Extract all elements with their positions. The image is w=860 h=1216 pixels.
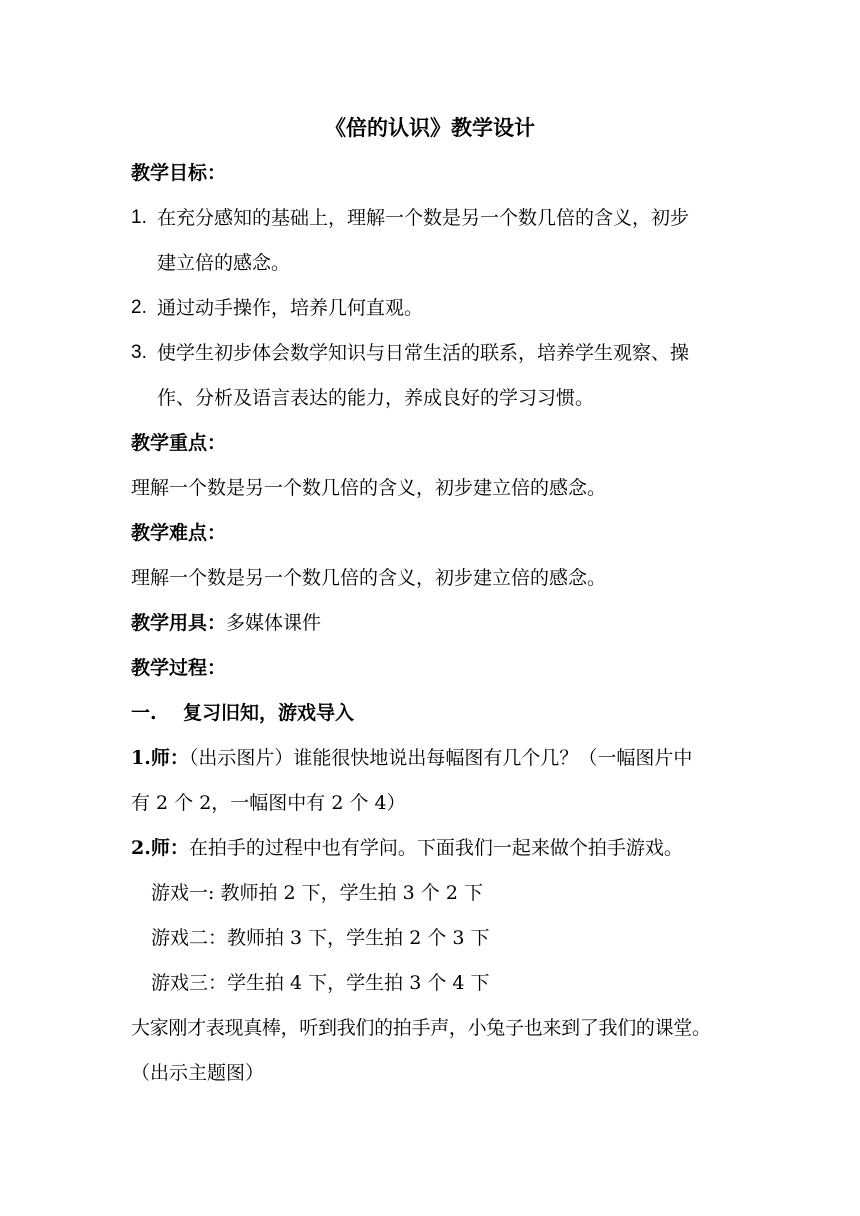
objective-1-line1: 在充分感知的基础上，理解一个数是另一个数几倍的含义，初步 [157, 207, 690, 229]
step-2-text: 在拍手的过程中也有学问。下面我们一起来做个拍手游戏。 [188, 837, 683, 859]
difficulties-heading: 教学难点： [131, 522, 227, 544]
objective-3-line2: 作、分析及语言表达的能力，养成良好的学习习惯。 [157, 387, 595, 409]
key-points-heading: 教学重点： [131, 432, 227, 454]
tools-text: 多媒体课件 [226, 612, 322, 634]
objective-1-line2: 建立倍的感念。 [157, 252, 291, 274]
step-1-label: 1.师： [131, 747, 189, 769]
section-1-number: 一. [131, 702, 157, 724]
step-1-line2: 有 2 个 2，一幅图中有 2 个 4） [131, 792, 406, 814]
objectives-heading: 教学目标： [131, 162, 227, 184]
tools-line [131, 611, 321, 635]
closing-line1: 大家刚才表现真棒，听到我们的拍手声，小兔子也来到了我们的课堂。 [131, 1017, 711, 1039]
objective-3-line1: 使学生初步体会数学知识与日常生活的联系，培养学生观察、操 [157, 342, 690, 364]
step-1-text: （出示图片）谁能很快地说出每幅图有几个几？（一幅图片中 [188, 747, 693, 769]
objective-3-number: 3. [131, 342, 147, 363]
objective-2-number: 2. [131, 297, 147, 318]
game-3: 游戏三：学生拍 4 下，学生拍 3 个 4 下 [151, 972, 490, 994]
objective-2-line1: 通过动手操作，培养几何直观。 [157, 297, 424, 319]
document-title: 《倍的认识》教学设计 [325, 115, 535, 140]
closing-line2: （出示主题图） [131, 1062, 265, 1084]
step-1-line1 [131, 746, 692, 770]
section-1-title: 复习旧知，游戏导入 [183, 702, 355, 724]
step-2-line [131, 836, 683, 860]
game-2: 游戏二：教师拍 3 下，学生拍 2 个 3 下 [151, 927, 490, 949]
process-heading: 教学过程： [131, 657, 227, 679]
step-2-label: 2.师： [131, 837, 189, 859]
key-points-text: 理解一个数是另一个数几倍的含义，初步建立倍的感念。 [131, 477, 607, 499]
game-1: 游戏一: 教师拍 2 下，学生拍 3 个 2 下 [151, 882, 483, 904]
difficulties-text: 理解一个数是另一个数几倍的含义，初步建立倍的感念。 [131, 567, 607, 589]
tools-heading: 教学用具： [131, 612, 227, 634]
objective-1-number: 1. [131, 207, 147, 228]
